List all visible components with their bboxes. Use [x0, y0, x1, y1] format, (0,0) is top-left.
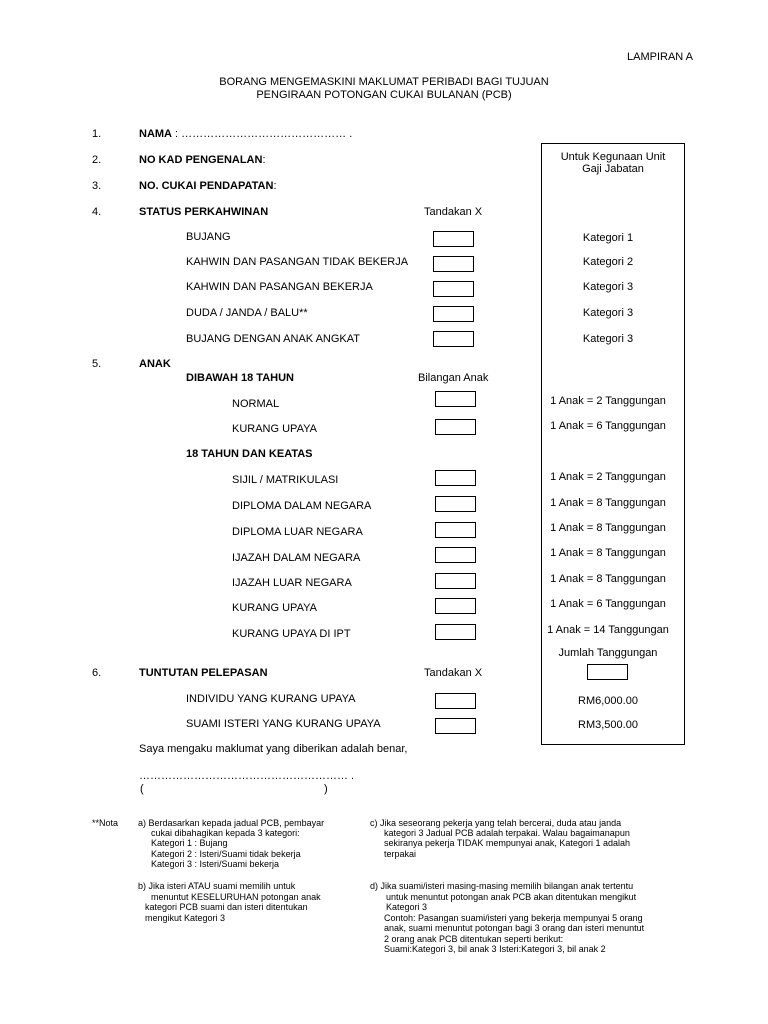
relief-amount: RM3,500.00 — [578, 719, 638, 731]
declaration-text: Saya mengaku maklumat yang diberikan adalah benar, — [139, 743, 408, 755]
name-open-paren: ( — [140, 783, 144, 795]
tick-hint: Tandakan X — [424, 206, 483, 218]
note-c-line: terpakai — [384, 849, 417, 859]
note-a-line: cukai dibahagikan kepada 3 kategori: — [151, 828, 300, 838]
lampiran-label: LAMPIRAN A — [627, 51, 694, 63]
kategori-text: Kategori 2 — [582, 256, 634, 268]
tax-line — [139, 180, 277, 193]
section-number: 3. — [92, 180, 102, 192]
nama-label: NAMA — [139, 128, 172, 140]
tax-field[interactable]: : — [273, 180, 277, 192]
child-option-label: NORMAL — [232, 398, 280, 410]
dependant-rate: 1 Anak = 2 Tanggungan — [550, 471, 666, 483]
note-a-line: a) Berdasarkan kepada jadual PCB, pembayar — [138, 818, 325, 828]
tax-label: NO. CUKAI PENDAPATAN — [139, 180, 274, 192]
relief-amount: RM6,000.00 — [578, 695, 638, 707]
marital-option-label: DUDA / JANDA / BALU** — [186, 307, 308, 319]
anak-label: ANAK — [139, 358, 171, 370]
kategori-text: Kategori 3 — [582, 281, 634, 293]
note-a-line: Kategori 3 : Isteri/Suami bekerja — [151, 859, 280, 869]
note-d-line: d) Jika suami/isteri masing-masing memilih bilangan anak tertentu — [370, 881, 634, 891]
name-close-paren: ) — [324, 783, 328, 795]
note-d-line: Contoh: Pasangan suami/isteri yang bekerja mempunyai 5 orang — [384, 913, 643, 923]
child-option-label: KURANG UPAYA DI IPT — [232, 628, 351, 640]
nama-field[interactable]: : ……………………………………… . — [172, 128, 353, 140]
note-b-line: menuntut KESELURUHAN potongan anak — [151, 892, 321, 902]
child-count-kurang-upaya[interactable] — [435, 419, 476, 435]
over-18-subheading: 18 TAHUN DAN KEATAS — [186, 448, 313, 460]
marital-checkbox-kahwin-bekerja[interactable] — [433, 281, 474, 297]
child-count-kurang-upaya-ipt[interactable] — [435, 624, 476, 640]
relief-option-label: SUAMI ISTERI YANG KURANG UPAYA — [186, 718, 381, 730]
child-option-label: KURANG UPAYA — [232, 602, 317, 614]
panel-title-line2: Gaji Jabatan — [582, 163, 644, 175]
kategori-text: Kategori 3 — [582, 333, 634, 345]
marital-option-label: BUJANG — [186, 231, 231, 243]
note-d-line: untuk menuntut potongan anak PCB akan ditentukan mengikut — [386, 892, 637, 902]
relief-checkbox-individu[interactable] — [435, 693, 476, 709]
ic-label: NO KAD PENGENALAN — [139, 154, 263, 166]
child-option-label: SIJIL / MATRIKULASI — [232, 474, 339, 486]
child-option-label: IJAZAH LUAR NEGARA — [232, 577, 352, 589]
nota-label: **Nota — [92, 818, 119, 828]
total-dependants-box[interactable] — [587, 664, 628, 680]
note-b-line: mengikut Kategori 3 — [145, 913, 226, 923]
note-b-line: b) Jika isteri ATAU suami memilih untuk — [138, 881, 296, 891]
dependant-rate: 1 Anak = 8 Tanggungan — [550, 573, 666, 585]
relief-claim-label: TUNTUTAN PELEPASAN — [139, 667, 268, 679]
dependant-rate: 1 Anak = 6 Tanggungan — [550, 420, 666, 432]
child-count-ijazah-luar[interactable] — [435, 573, 476, 589]
section-number: 6. — [92, 667, 102, 679]
kategori-text: Kategori 3 — [582, 307, 634, 319]
total-dependants-label: Jumlah Tanggungan — [558, 647, 658, 659]
marital-checkbox-bujang-anak-angkat[interactable] — [433, 331, 474, 347]
marital-status-label: STATUS PERKAHWINAN — [139, 206, 269, 218]
child-option-label: DIPLOMA LUAR NEGARA — [232, 526, 363, 538]
form-title-line2: PENGIRAAN POTONGAN CUKAI BULANAN (PCB) — [256, 89, 512, 101]
tick-hint: Tandakan X — [424, 667, 483, 679]
marital-checkbox-bujang[interactable] — [433, 231, 474, 247]
section-number: 5. — [92, 358, 102, 370]
dependant-rate: 1 Anak = 8 Tanggungan — [550, 522, 666, 534]
note-d-line: Suami:Kategori 3, bil anak 3 Isteri:Kategori 3, bil anak 2 — [384, 944, 606, 954]
note-b-line: kategori PCB suami dan isteri ditentukan — [145, 902, 308, 912]
note-d-line: 2 orang anak PCB ditentukan seperti berikut: — [384, 934, 564, 944]
child-count-ijazah-dalam[interactable] — [435, 547, 476, 563]
ic-line — [139, 154, 266, 167]
marital-checkbox-duda-janda-balu[interactable] — [433, 306, 474, 322]
signature-line[interactable]: ………………………………………………… . — [139, 770, 355, 782]
dependant-rate: 1 Anak = 2 Tanggungan — [550, 395, 666, 407]
note-c-line: c) Jika seseorang pekerja yang telah bercerai, duda atau janda — [370, 818, 622, 828]
child-count-normal[interactable] — [435, 391, 476, 407]
note-c-line: kategori 3 Jadual PCB adalah terpakai. Walau bagaimanapun — [384, 828, 630, 838]
marital-checkbox-kahwin-tidak-bekerja[interactable] — [433, 256, 474, 272]
dependant-rate: 1 Anak = 8 Tanggungan — [550, 497, 666, 509]
relief-checkbox-suami-isteri[interactable] — [435, 718, 476, 734]
nama-line — [139, 128, 352, 141]
note-d-line: Kategori 3 — [386, 902, 428, 912]
marital-option-label: KAHWIN DAN PASANGAN TIDAK BEKERJA — [186, 256, 409, 268]
child-count-diploma-dalam[interactable] — [435, 496, 476, 512]
section-number: 1. — [92, 128, 102, 140]
marital-option-label: BUJANG DENGAN ANAK ANGKAT — [186, 333, 361, 345]
note-c-line: sekiranya pekerja TIDAK mempunyai anak, Kategori 1 adalah — [384, 838, 630, 848]
marital-option-label: KAHWIN DAN PASANGAN BEKERJA — [186, 281, 373, 293]
child-count-sijil[interactable] — [435, 470, 476, 486]
dependant-rate: 1 Anak = 14 Tanggungan — [547, 624, 669, 636]
child-count-diploma-luar[interactable] — [435, 522, 476, 538]
note-a-line: Kategori 2 : Isteri/Suami tidak bekerja — [151, 849, 301, 859]
child-count-kurang-upaya-18[interactable] — [435, 598, 476, 614]
section-number: 4. — [92, 206, 102, 218]
form-title-line1: BORANG MENGEMASKINI MAKLUMAT PERIBADI BAGI TUJUAN — [219, 76, 549, 88]
note-d-line: anak, suami menuntut potongan bagi 3 orang dan isteri menuntut — [384, 923, 645, 933]
section-number: 2. — [92, 154, 102, 166]
panel-title-line1: Untuk Kegunaan Unit — [560, 151, 666, 163]
child-option-label: DIPLOMA DALAM NEGARA — [232, 500, 372, 512]
dependant-rate: 1 Anak = 8 Tanggungan — [550, 547, 666, 559]
kategori-text: Kategori 1 — [582, 232, 634, 244]
under-18-subheading: DIBAWAH 18 TAHUN — [186, 372, 294, 384]
child-option-label: KURANG UPAYA — [232, 423, 317, 435]
count-hint: Bilangan Anak — [418, 372, 489, 384]
note-a-line: Kategori 1 : Bujang — [151, 838, 228, 848]
ic-field[interactable]: : — [262, 154, 266, 166]
relief-option-label: INDIVIDU YANG KURANG UPAYA — [186, 693, 356, 705]
dependant-rate: 1 Anak = 6 Tanggungan — [550, 598, 666, 610]
child-option-label: IJAZAH DALAM NEGARA — [232, 552, 361, 564]
